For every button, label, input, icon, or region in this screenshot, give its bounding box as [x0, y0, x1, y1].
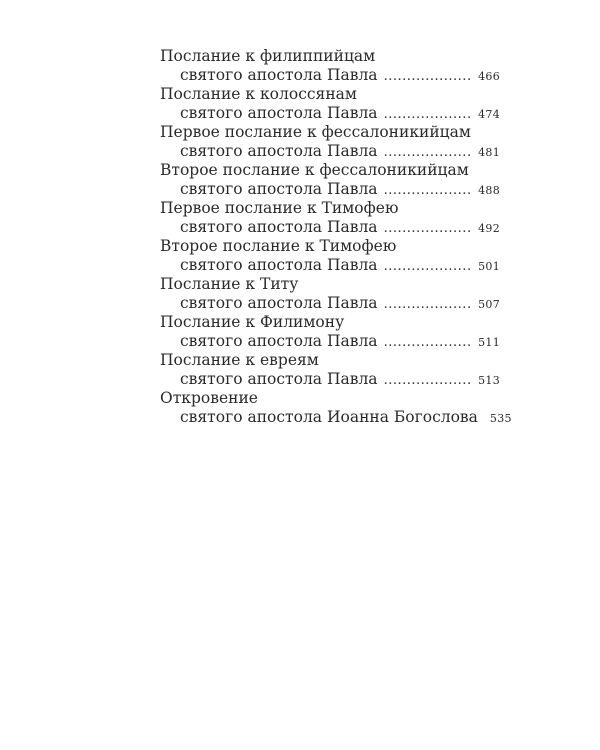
toc-entry-title: Откровение [160, 389, 258, 407]
dot-leader [384, 257, 473, 276]
table-of-contents [160, 47, 512, 427]
toc-entry-page: 501 [478, 260, 500, 273]
toc-entry-line [160, 370, 500, 389]
toc-entry-title: Второе послание к фессалоникийцам [160, 161, 469, 179]
toc-entry-page: 511 [478, 336, 500, 349]
dot-leader [384, 181, 473, 200]
toc-entry-subtitle: святого апостола Павла [180, 66, 378, 84]
toc-entry-title: Послание к филиппийцам [160, 47, 376, 65]
dot-leader [384, 143, 473, 162]
toc-entry-subtitle: святого апостола Павла [180, 104, 378, 122]
toc-entry [160, 123, 500, 161]
toc-entry-line [160, 218, 500, 237]
dot-leader [384, 371, 473, 390]
toc-entry-line [160, 66, 500, 85]
toc-entry-line [160, 180, 500, 199]
toc-entry-line [160, 294, 500, 313]
toc-entry [160, 389, 512, 427]
dot-leader [384, 333, 473, 352]
toc-entry-line [160, 142, 500, 161]
toc-entry-page: 513 [478, 374, 500, 387]
toc-entry-subtitle: святого апостола Павла [180, 256, 378, 274]
toc-entry-line [160, 256, 500, 275]
dot-leader [384, 67, 473, 86]
toc-entry-subtitle: святого апостола Павла [180, 142, 378, 160]
toc-entry-subtitle: святого апостола Павла [180, 370, 378, 388]
toc-entry [160, 47, 500, 85]
toc-entry-subtitle: святого апостола Павла [180, 180, 378, 198]
toc-entry [160, 313, 500, 351]
toc-entry-page: 535 [489, 412, 512, 425]
toc-entry-page: 466 [478, 70, 500, 83]
toc-entry-page: 488 [478, 184, 500, 197]
toc-entry-title: Послание к евреям [160, 351, 319, 369]
toc-entry-title: Послание к Титу [160, 275, 299, 293]
toc-entry-line [160, 332, 500, 351]
dot-leader [384, 105, 473, 124]
toc-entry-subtitle: святого апостола Павла [180, 294, 378, 312]
toc-entry [160, 161, 500, 199]
toc-entry [160, 237, 500, 275]
toc-entry [160, 85, 500, 123]
toc-entry [160, 275, 500, 313]
toc-entry-page: 507 [478, 298, 500, 311]
toc-entry [160, 351, 500, 389]
toc-entry [160, 199, 500, 237]
toc-entry-title: Послание к колоссянам [160, 85, 357, 103]
toc-entry-title: Второе послание к Тимофею [160, 237, 397, 255]
toc-entry-line [160, 104, 500, 123]
toc-entry-subtitle: святого апостола Павла [180, 332, 378, 350]
dot-leader [384, 219, 473, 238]
toc-entry-page: 474 [478, 108, 500, 121]
toc-entry-title: Первое послание к Тимофею [160, 199, 399, 217]
toc-entry-subtitle: святого апостола Иоанна Богослова [180, 408, 478, 426]
toc-entry-subtitle: святого апостола Павла [180, 218, 378, 236]
toc-entry-page: 492 [478, 222, 500, 235]
toc-entry-line [160, 408, 512, 427]
toc-entry-page: 481 [478, 146, 500, 159]
toc-entry-title: Послание к Филимону [160, 313, 345, 331]
dot-leader [384, 295, 473, 314]
toc-entry-title: Первое послание к фессалоникийцам [160, 123, 471, 141]
